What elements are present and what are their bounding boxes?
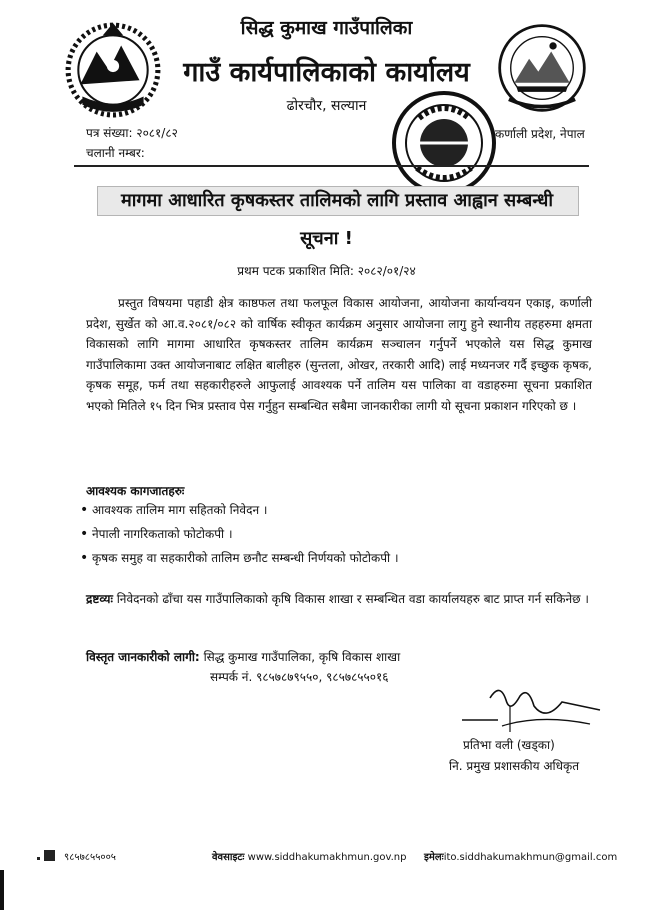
note-text: निवेदनको ढाँचा यस गाउँपालिकाको कृषि विकास शाखा र सम्बन्धित वडा कार्यालयहरु बाट प्राप्त गर्न सकिनेछ । [116, 592, 589, 606]
bullet-icon: • [80, 550, 89, 566]
footer-website [212, 849, 406, 863]
notice-body [86, 293, 592, 417]
published-date: प्रथम पटक प्रकाशित मिति: २०८२/०१/२४ [237, 264, 416, 278]
contact-office: सिद्ध कुमाख गाउँपालिका, कृषि विकास शाखा [203, 650, 401, 664]
office-name: गाउँ कार्यपालिकाको कार्यालय [183, 57, 470, 88]
contact-phone: सम्पर्क नं. ९८५७८७९५५०, ९८५७८५५०१६ [210, 670, 389, 684]
reference-label: पत्र संख्या: [86, 126, 133, 140]
documents-list [80, 501, 399, 573]
notice-title: मागमा आधारित कृषकस्तर तालिमको लागि प्रस्ताव आह्वान सम्बन्धी [120, 190, 554, 211]
notice-title-line2: सूचना ! [300, 228, 353, 249]
phone-icon [44, 850, 55, 861]
list-item: • आवश्यक तालिम माग सहितको निवेदन । [80, 502, 268, 518]
email-label: इमेलः [424, 852, 444, 863]
contact-label: विस्तृत जानकारीको लागी: [86, 650, 200, 664]
dispatch-number-label: चलानी नम्बर: [86, 146, 145, 160]
office-address: ढोरचौर, सल्यान [286, 98, 367, 114]
documents-heading: आवश्यक कागजातहरुः [86, 484, 185, 498]
signature-icon [450, 680, 620, 738]
list-item: • कृषक समुह वा सहकारीको तालिम छनौट सम्बन्धी निर्णयको फोटोकपी । [80, 550, 399, 566]
scan-edge [0, 870, 4, 910]
footer-phone: ९८५७८५५००५ [64, 852, 116, 863]
note-paragraph [86, 588, 596, 610]
notice-body-text: प्रस्तुत विषयमा पहाडी क्षेत्र काष्ठफल तथा फलफूल विकास आयोजना, आयोजना कार्यान्वयन एकाइ, कर्णाली प्रदेश, सुर्खेत को आ.व.२०८१/०८२ को वार्षिक स्वीकृत कार्यक्रम अनुसार आयोजना लागु हुने स्थानीय तहहरुमा क्षमता विकासको लागि मागमा आधारित कृषकस्तर तालिम कार्यक्रम सञ्चालन गर्नुपर्ने भएकोले यस सिद्ध कुमाख गाउँपालिकामा उक्त आयोजनाबाट लक्षित बालीहरु (सुन्तला, ओखर, तरकारी आदि) लाई मध्यनजर गर्दै इच्छुक कृषक, कृषक समूह, फर्म तथा सहकारीहरुले आफुलाई आवश्यक पर्ने तालिम यस पालिका वा वडाहरुमा सूचना प्रकाशित भएको मितिले १५ दिन भित्र प्रस्ताव पेस गर्नुहुन सम्बन्धित सबैमा जानकारीका लागी यो सूचना प्रकाशन गरिएको छ । [86, 296, 592, 413]
municipality-name: सिद्ध कुमाख गाउँपालिका [240, 17, 413, 39]
reference-value: २०८१/८२ [136, 126, 178, 140]
signatory-title: नि. प्रमुख प्रशासकीय अधिकृत [449, 759, 580, 773]
website-link[interactable]: www.siddhakumakhmun.gov.np [247, 852, 407, 863]
note-label: द्रष्टव्यः [86, 592, 113, 606]
footer-dot [37, 857, 40, 860]
website-label: वेवसाइटः [212, 852, 245, 863]
reference-number [86, 124, 178, 141]
header-divider [74, 165, 589, 167]
list-item: • नेपाली नागरिकताको फोटोकपी । [80, 526, 233, 542]
footer-email [424, 849, 617, 863]
email-link[interactable]: ito.siddhakumakhmun@gmail.com [443, 852, 618, 863]
signatory-name: प्रतिभा वली (खड्का) [463, 738, 555, 752]
bullet-icon: • [80, 526, 89, 542]
bullet-icon: • [80, 502, 89, 518]
contact-line [86, 648, 400, 665]
province-text: कर्णाली प्रदेश, नेपाल [495, 127, 585, 141]
